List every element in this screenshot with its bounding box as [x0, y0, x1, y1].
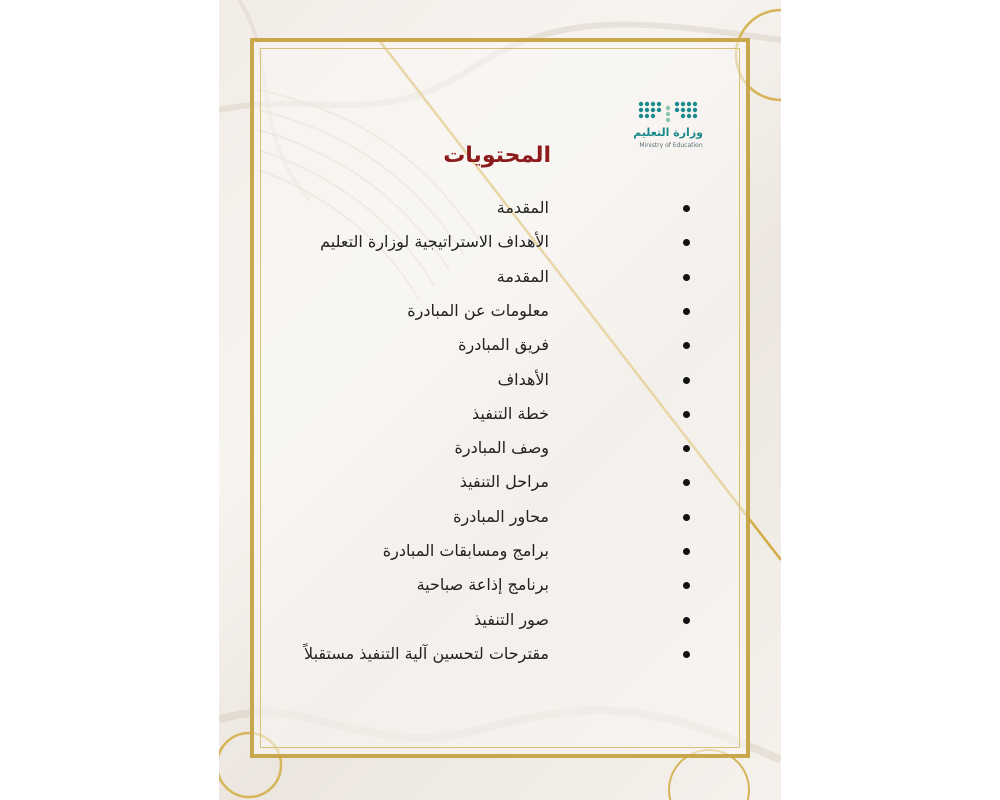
toc-item: مراحل التنفيذ: [459, 472, 549, 492]
toc-item: الأهداف الاستراتيجية لوزارة التعليم: [320, 232, 549, 252]
toc-item: مقترحات لتحسين آلية التنفيذ مستقبلاً: [304, 643, 549, 663]
ministry-name-arabic: وزارة التعليم: [633, 126, 703, 139]
toc-item: فريق المبادرة: [458, 335, 549, 355]
toc-item: محاور المبادرة: [453, 506, 549, 526]
list-bullet: [683, 479, 690, 486]
toc-item: وصف المبادرة: [454, 438, 549, 458]
list-bullet: [683, 274, 690, 281]
toc-item: المقدمة: [496, 266, 549, 286]
list-bullet: [683, 342, 690, 349]
list-bullet: [683, 239, 690, 246]
contents-title: المحتويات: [443, 143, 551, 168]
list-bullet: [683, 308, 690, 315]
list-bullet: [683, 445, 690, 452]
ministry-name-english: Ministry of Education: [639, 142, 703, 149]
list-bullet: [683, 411, 690, 418]
list-bullet: [683, 377, 690, 384]
list-bullet: [683, 651, 690, 658]
list-bullet: [683, 548, 690, 555]
list-bullet: [683, 617, 690, 624]
document-page: [219, 0, 781, 800]
toc-item: خطة التنفيذ: [472, 403, 549, 423]
list-bullet: [683, 205, 690, 212]
toc-item: المقدمة: [496, 198, 549, 217]
toc-item: برنامج إذاعة صباحية: [416, 575, 549, 595]
list-bullet: [683, 582, 690, 589]
table-of-contents: [219, 0, 781, 800]
toc-item: الأهداف: [497, 369, 549, 389]
toc-item: برامج ومسابقات المبادرة: [382, 541, 549, 560]
toc-item: معلومات عن المبادرة: [407, 300, 549, 320]
list-bullet: [683, 514, 690, 521]
toc-item: صور التنفيذ: [474, 609, 549, 629]
